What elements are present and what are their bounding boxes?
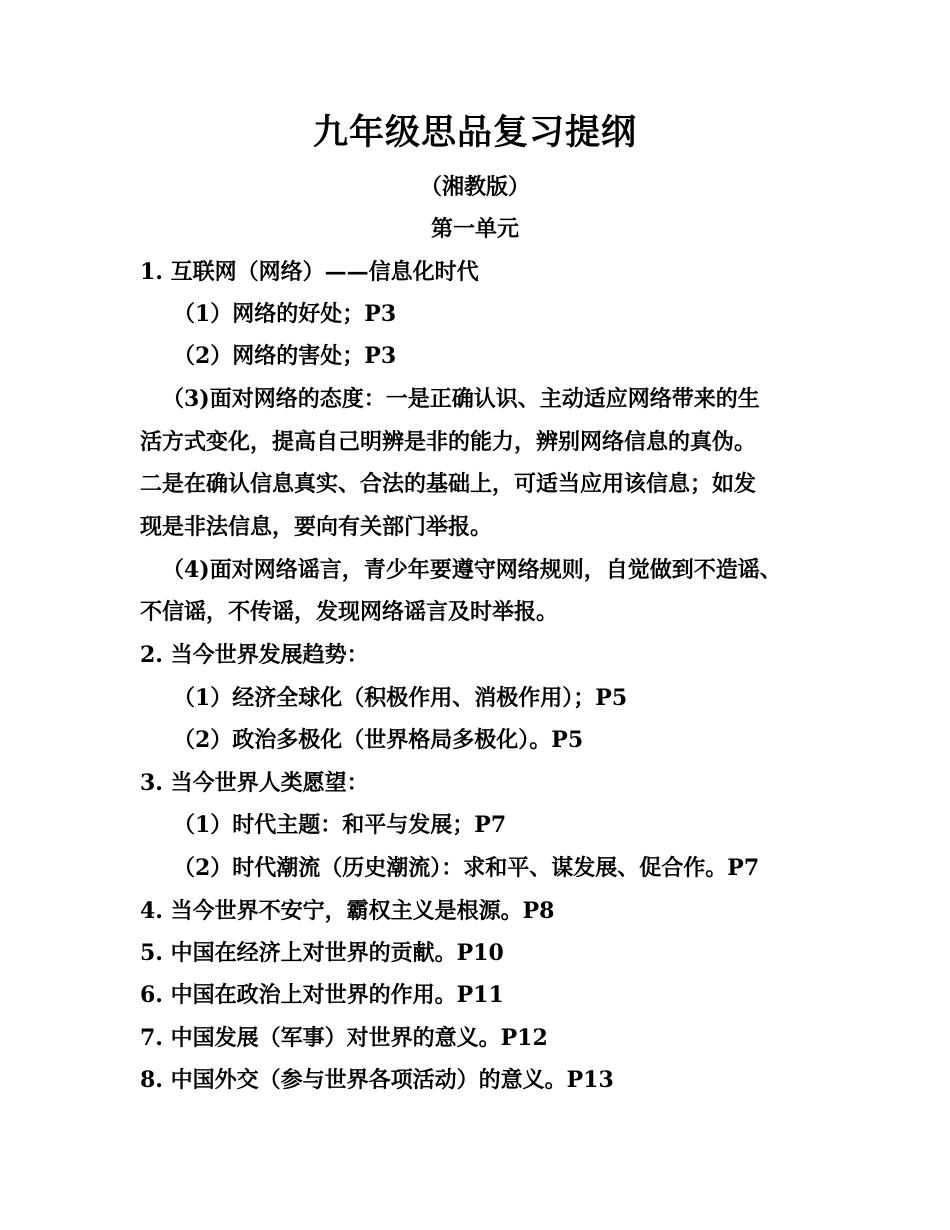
outline-subitem: （1）网络的好处；P3: [173, 301, 397, 327]
unit-heading: 第一单元: [430, 216, 519, 242]
outline-item-2: 2. 当今世界发展趋势：: [140, 642, 369, 668]
paragraph-line: 二是在确认信息真实、合法的基础上，可适当应用该信息；如发: [140, 471, 757, 497]
paragraph-line: 不信谣，不传谣，发现网络谣言及时举报。: [140, 599, 559, 625]
outline-subitem: （2）网络的害处；P3: [173, 343, 397, 369]
outline-item-8: 8. 中国外交（参与世界各项活动）的意义。P13: [140, 1067, 614, 1093]
outline-item-3: 3. 当今世界人类愿望：: [140, 770, 369, 796]
outline-item-4: 4. 当今世界不安宁，霸权主义是根源。P8: [140, 898, 555, 924]
paragraph-line: 现是非法信息，要向有关部门举报。: [140, 514, 493, 540]
outline-subitem: （2）时代潮流（历史潮流）：求和平、谋发展、促合作。P7: [173, 855, 760, 881]
paragraph-line: （3)面对网络的态度：一是正确认识、主动适应网络带来的生: [162, 386, 760, 412]
outline-subitem: （1）经济全球化（积极作用、消极作用）；P5: [173, 685, 628, 711]
document-title: 九年级思品复习提纲: [312, 112, 637, 153]
paragraph-line: 活方式变化，提高自己明辨是非的能力，辨别网络信息的真伪。: [140, 429, 757, 455]
outline-item-1: 1. 互联网（网络）——信息化时代: [140, 259, 479, 285]
outline-subitem: （2）政治多极化（世界格局多极化）。P5: [173, 727, 584, 753]
document-subtitle: （湘教版）: [419, 174, 530, 200]
outline-item-5: 5. 中国在经济上对世界的贡献。P10: [140, 940, 504, 966]
paragraph-line: （4)面对网络谣言，青少年要遵守网络规则，自觉做到不造谣、: [162, 557, 782, 583]
outline-item-7: 7. 中国发展（军事）对世界的意义。P12: [140, 1025, 548, 1051]
outline-subitem: （1）时代主题：和平与发展；P7: [173, 812, 507, 838]
outline-item-6: 6. 中国在政治上对世界的作用。P11: [140, 982, 504, 1008]
